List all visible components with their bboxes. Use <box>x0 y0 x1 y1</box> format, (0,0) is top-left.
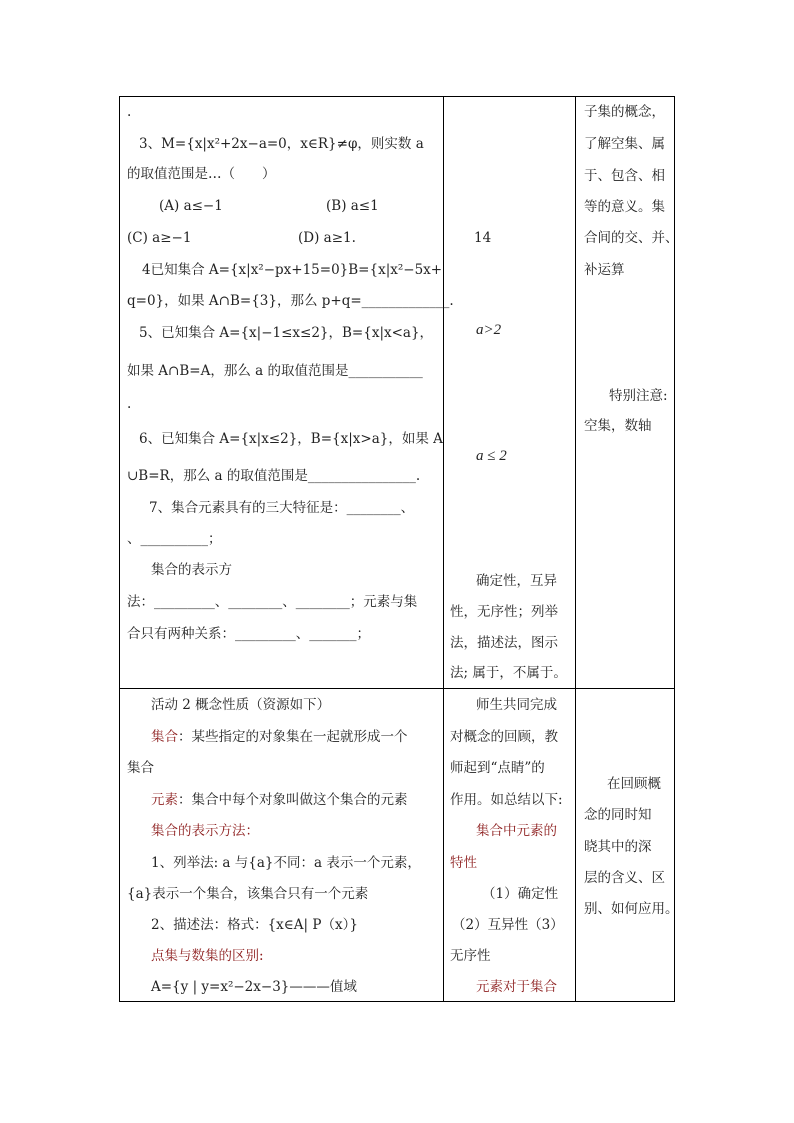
table-divider-1 <box>443 96 444 1002</box>
row1-left-line-15: 、__________； <box>127 531 222 547</box>
row1-left-line-5: (C) a≥−1 <box>127 230 192 246</box>
element-label: 元素 <box>151 792 178 808</box>
representation-label: 集合的表示方法： <box>151 823 259 839</box>
concept-definition <box>151 729 408 745</box>
table-border-bottom <box>119 1001 675 1002</box>
description-method: 2、描述法：格式：{x∈A| P（x）} <box>151 917 358 933</box>
row1-left-line-0: . <box>127 104 132 120</box>
row2-right-line-2: 晓其中的深 <box>584 839 652 855</box>
row1-left-line-16: 集合的表示方 <box>151 562 232 578</box>
row1-left-line-9: 5、已知集合 A={x|−1≤x≤2}，B={x|x<a}， <box>139 325 434 341</box>
row1-left-line-12: 6、已知集合 A={x|x≤2}，B={x|x>a}，如果 A <box>139 431 443 447</box>
row2-mid-line-9: 元素对于集合 <box>476 979 557 995</box>
row2-mid-line-6: （1）确定性 <box>482 886 559 902</box>
row1-right-line-5: 补运算 <box>584 262 625 278</box>
row2-right-line-4: 别、如何应用。 <box>584 901 679 917</box>
row1-mid-line-3: 确定性，互异 <box>476 573 557 589</box>
concept-text: ：某些指定的对象集在一起就形成一个 <box>178 729 408 745</box>
row1-left-line-11: . <box>127 396 132 412</box>
row1-mid-line-4: 性，无序性；列举 <box>450 604 558 620</box>
row1-left-line-14: 7、集合元素具有的三大特征是：________、 <box>149 500 415 516</box>
row1-left-line-10: 如果 A∩B=A，那么 a 的取值范围是___________ <box>127 363 423 379</box>
row1-left-line-2: 的取值范围是…（ ） <box>127 166 276 182</box>
row2-mid-line-8: 无序性 <box>450 948 491 964</box>
list-method-line-2: {a}表示一个集合，该集合只有一个元素 <box>127 886 369 902</box>
row2-mid-line-1: 对概念的回顾，教 <box>450 729 558 745</box>
row1-left-line-4: (B) a≤1 <box>326 198 379 214</box>
activity-title: 活动 2 概念性质（资源如下） <box>151 697 331 713</box>
point-set-label: 点集与数集的区别: <box>151 948 264 964</box>
row1-mid-answer-a-gt-2: a>2 <box>476 322 502 338</box>
row2-mid-line-2: 师起到“点睛”的 <box>450 760 545 776</box>
row1-left-line-17: 法：_________、________、________；元素与集 <box>127 594 418 610</box>
row1-left-line-8: q=0}，如果 A∩B={3}，那么 p+q=_____________. <box>127 293 454 309</box>
table-divider-2 <box>575 96 576 1002</box>
row1-left-line-13: ∪B=R，那么 a 的取值范围是________________. <box>127 468 421 484</box>
row1-right-line-4: 合间的交、并、 <box>584 230 679 246</box>
row2-mid-line-0: 师生共同完成 <box>476 697 557 713</box>
row1-right-line-0: 子集的概念， <box>584 104 665 120</box>
concept-text-2: 集合 <box>127 760 154 776</box>
concept-label: 集合 <box>151 729 178 745</box>
row1-right-line-6: 特别注意: <box>609 388 668 404</box>
row2-mid-line-4: 集合中元素的 <box>476 823 557 839</box>
row2-right-line-1: 念的同时知 <box>584 807 652 823</box>
row1-mid-answer-a-le-2: a ≤ 2 <box>476 448 507 464</box>
row1-right-line-2: 于、包含、相 <box>584 168 665 184</box>
row2-mid-line-7: （2）互异性（3） <box>452 917 564 933</box>
table-border-left <box>119 96 120 1002</box>
row2-right-line-0: 在回顾概 <box>607 776 661 792</box>
row1-mid-answer-14: 14 <box>474 230 492 246</box>
table-border-top <box>119 96 675 97</box>
row1-mid-line-6: 法; 属于，不属于。 <box>450 665 567 681</box>
row1-left-line-1: 3、M={x|x²+2x−a=0，x∈R}≠φ，则实数 a <box>139 136 424 152</box>
row1-left-line-18: 合只有两种关系：_________、_______； <box>127 626 370 642</box>
row2-mid-line-3: 作用。如总结以下: <box>450 792 563 808</box>
row1-right-line-3: 等的意义。集 <box>584 199 665 215</box>
row1-left-line-3: (A) a≤−1 <box>159 198 223 214</box>
row1-left-line-7: 4已知集合 A={x|x²−px+15=0}B={x|x²−5x+ <box>142 262 443 278</box>
row2-mid-line-5: 特性 <box>450 855 477 871</box>
row2-right-line-3: 层的含义、区 <box>584 870 665 886</box>
row1-right-line-1: 了解空集、属 <box>584 136 665 152</box>
row1-right-line-7: 空集，数轴 <box>584 418 652 434</box>
table-border-mid <box>119 688 675 689</box>
element-definition <box>151 792 408 808</box>
list-method-line-1: 1、列举法: a 与{a}不同：a 表示一个元素， <box>151 855 421 871</box>
element-text: ：集合中每个对象叫做这个集合的元素 <box>178 792 408 808</box>
row1-left-line-6: (D) a≥1. <box>298 230 356 246</box>
row1-mid-line-5: 法，描述法，图示 <box>450 635 558 651</box>
range-example: A={y | y=x²−2x−3}———值域 <box>151 979 357 995</box>
